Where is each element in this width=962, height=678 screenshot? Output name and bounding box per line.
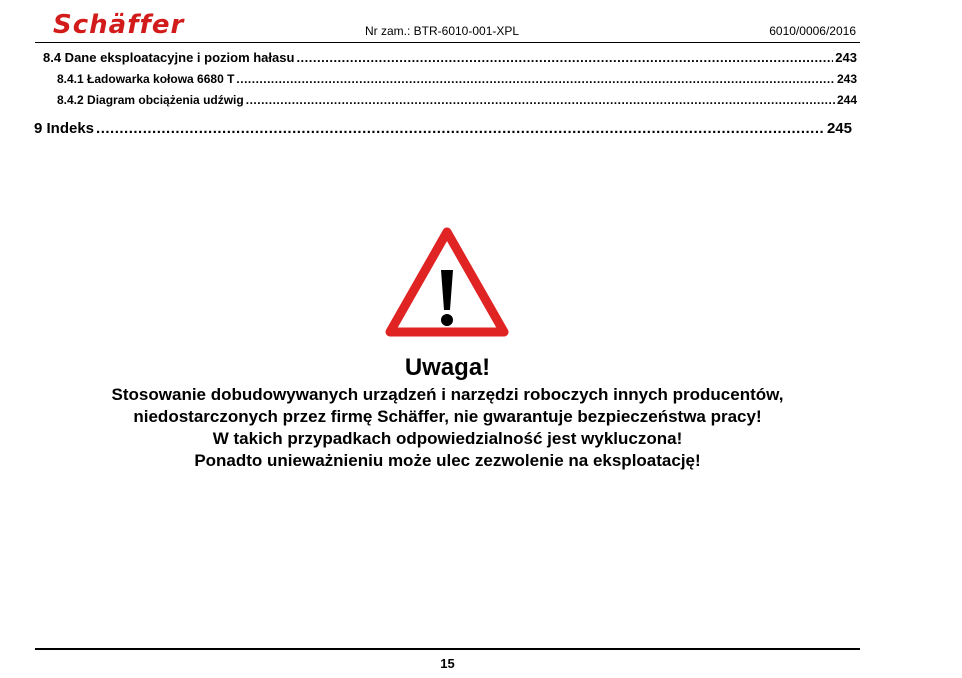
order-number: Nr zam.: BTR-6010-001-XPL [365, 24, 520, 38]
toc-entry-label: 9 Indeks [34, 120, 95, 137]
toc-entry[interactable] [34, 120, 852, 137]
footer-divider [35, 648, 860, 650]
toc-leader [296, 50, 833, 65]
toc-entry-label: 8.4 Dane eksploatacyjne i poziom hałasu [43, 50, 295, 65]
page-number: 15 [440, 656, 455, 671]
toc-entry[interactable] [43, 50, 857, 65]
brand-logo: Schäffer [53, 10, 185, 40]
toc-entry-label: 8.4.1 Ładowarka kołowa 6680 T [57, 72, 235, 86]
page-header [35, 10, 860, 42]
toc-leader [96, 120, 825, 137]
toc-entry-page: 243 [836, 72, 857, 86]
warning-text-line: Ponadto unieważnieniu może ulec zezwolenie na eksploatację! [194, 451, 701, 470]
toc-entry-page: 243 [835, 50, 857, 65]
toc-entry-label: 8.4.2 Diagram obciążenia udźwig [57, 93, 244, 107]
document-number: 6010/0006/2016 [769, 24, 856, 38]
toc-entry-page: 244 [836, 93, 857, 107]
header-divider [35, 42, 860, 43]
warning-text-line: niedostarczonych przez firmę Schäffer, nie gwarantuje bezpieczeństwa pracy! [133, 407, 762, 426]
toc-entry[interactable] [57, 93, 857, 107]
toc-leader [246, 93, 835, 107]
warning-triangle-icon [384, 226, 510, 338]
toc-leader [236, 72, 835, 86]
warning-text-line: Stosowanie dobudowywanych urządzeń i narzędzi roboczych innych producentów, [111, 385, 784, 404]
warning-title: Uwaga! [404, 354, 491, 381]
warning-text-line: W takich przypadkach odpowiedzialność jest wykluczona! [212, 429, 683, 448]
toc-entry[interactable] [57, 72, 857, 86]
toc-entry-page: 245 [826, 120, 852, 137]
